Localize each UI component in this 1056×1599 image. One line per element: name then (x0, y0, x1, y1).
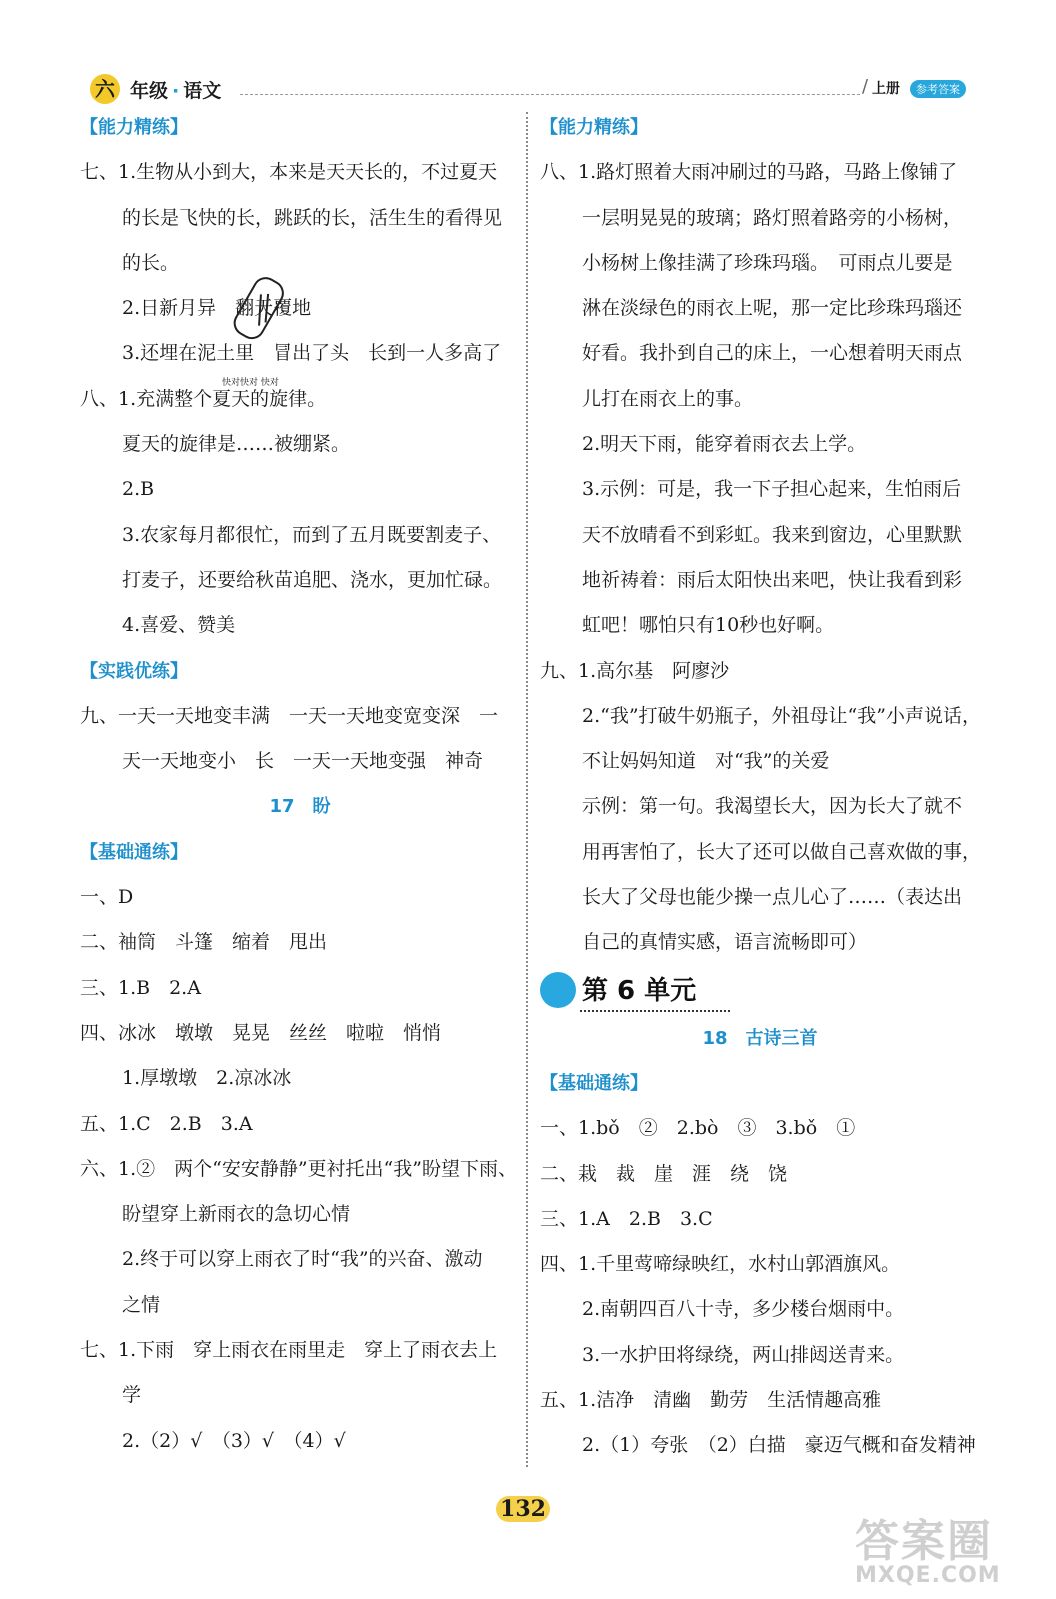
lesson-title: 17 盼 (269, 796, 331, 818)
answer-line: 学 (122, 1384, 142, 1407)
answer-line: 天一天地变小 长 一天一天地变强 神奇 (122, 750, 484, 773)
subject-label: 语文 (183, 80, 222, 102)
answer-line: 4.喜爱、赞美 (122, 614, 236, 637)
grade-subject (130, 76, 221, 103)
answer-line: 二、栽 裁 崖 涯 绕 饶 (540, 1162, 788, 1185)
answer-line: 1.厚墩墩 2.凉冰冰 (122, 1067, 292, 1090)
answer-line: 九、一天一天地变丰满 一天一天地变宽变深 一 (80, 704, 499, 727)
answer-line: 自己的真情实感，语言流畅即可） (582, 931, 868, 954)
page-header (80, 72, 980, 106)
answer-line: 四、冰冰 墩墩 晃晃 丝丝 啦啦 悄悄 (80, 1021, 442, 1044)
answer-line: 七、1.生物从小到大，本来是天天长的，不过夏天 (80, 161, 498, 184)
answer-line: 2.（1）夸张 （2）白描 豪迈气概和奋发精神 (582, 1434, 976, 1457)
unit-heading (540, 966, 980, 1016)
answer-line: 三、1.A 2.B 3.C (540, 1207, 713, 1230)
answer-line: 的长。 (122, 251, 180, 274)
stamp-text: 快对快对 快对 (222, 378, 279, 388)
answer-line: 小杨树上像挂满了珍珠玛瑙。 可雨点儿要是 (582, 251, 953, 274)
answer-line: 用再害怕了，长大了还可以做自己喜欢做的事， (582, 840, 982, 863)
answer-line: 好看。我扑到自己的床上，一心想着明天雨点 (582, 342, 963, 365)
header-slash-icon: / (862, 76, 869, 97)
grade-suffix: 年级 (130, 80, 169, 102)
answer-line: 之情 (122, 1293, 161, 1316)
answer-line: 示例：第一句。我渴望长大，因为长大了就不 (582, 795, 963, 818)
lesson-title: 18 古诗三首 (702, 1027, 818, 1049)
answer-line: 四、1.千里莺啼绿映红，水村山郭酒旗风。 (540, 1253, 901, 1276)
answer-line: 3.示例：可是，我一下子担心起来，生怕雨后 (582, 478, 962, 501)
header-rule (240, 94, 860, 95)
watermark-url: MXQE.COM (855, 1563, 1001, 1588)
answer-line: 地祈祷着：雨后太阳快出来吧，快让我看到彩 (582, 568, 963, 591)
answer-line: 2.南朝四百八十寺，多少楼台烟雨中。 (582, 1298, 905, 1321)
answer-line: 夏天的旋律是……被绷紧。 (122, 433, 351, 456)
answer-line: 三、1.B 2.A (80, 976, 201, 999)
page-number: 132 (488, 1492, 558, 1526)
answer-line: 淋在淡绿色的雨衣上呢，那一定比珍珠玛瑙还 (582, 297, 963, 320)
answer-line: 七、1.下雨 穿上雨衣在雨里走 穿上了雨衣去上 (80, 1339, 498, 1362)
volume-label: 上册 (872, 81, 900, 97)
answer-line: 2.B (122, 478, 155, 501)
unit-title: 第 6 单元 (582, 975, 697, 1006)
section-heading: 【能力精练】 (540, 117, 648, 138)
answer-line: 六、1.② 两个“安安静静”更衬托出“我”盼望下雨、 (80, 1157, 517, 1180)
section-heading: 【基础通练】 (80, 841, 188, 863)
answer-line: 一、D (80, 886, 134, 909)
answer-line: 2.终于可以穿上雨衣了时“我”的兴奋、激动 (122, 1248, 483, 1271)
left-column (80, 105, 520, 1464)
answer-line: 八、1.充满整个夏天的旋律。 (80, 387, 327, 410)
answer-line: 打麦子，还要给秋苗追肥、浇水，更加忙碌。 (122, 568, 503, 591)
section-heading: 【基础通练】 (540, 1072, 648, 1094)
answer-line: 天不放晴看不到彩虹。我来到窗边，心里默默 (582, 523, 963, 546)
answer-line: 2.“我”打破牛奶瓶子，外祖母让“我”小声说话， (582, 704, 981, 727)
unit-underline (580, 1010, 730, 1012)
watermark-logo (855, 1505, 1001, 1588)
pen-stamp-icon (225, 270, 295, 350)
answer-line: 九、1.高尔基 阿廖沙 (540, 659, 730, 682)
answer-line: 一层明晃晃的玻璃；路灯照着路旁的小杨树， (582, 206, 963, 229)
answer-line: 五、1.C 2.B 3.A (80, 1112, 253, 1135)
answer-line: 虹吧！哪怕只有10秒也好啊。 (582, 614, 835, 637)
answer-line: 二、袖筒 斗篷 缩着 甩出 (80, 931, 328, 954)
right-column-bottom (540, 1016, 980, 1469)
answer-line: 八、1.路灯照着大雨冲刷过的马路，马路上像铺了 (540, 161, 958, 184)
right-column-top (540, 105, 980, 966)
answer-line: 3.一水护田将绿绕，两山排闼送青来。 (582, 1343, 905, 1366)
answer-line: 2.日新月异 翻天覆地 (122, 297, 312, 320)
answer-line: 一、1.bǒ ② 2.bò ③ 3.bǒ ① (540, 1117, 856, 1140)
answer-line: 的长是飞快的长，跳跃的长，活生生的看得见 (122, 206, 503, 229)
answer-line: 3.还埋在泥土里 冒出了头 长到一人多高了 (122, 342, 502, 365)
answer-line: 五、1.洁净 清幽 勤劳 生活情趣高雅 (540, 1389, 882, 1412)
answer-line: 3.农家每月都很忙，而到了五月既要割麦子、 (122, 523, 502, 546)
section-heading: 【能力精练】 (80, 117, 188, 138)
answer-line: 2.明天下雨，能穿着雨衣去上学。 (582, 433, 867, 456)
answer-line: 2.（2）√ （3）√ （4）√ (122, 1429, 346, 1452)
watermark-text: 答案圈 (855, 1516, 993, 1567)
section-heading: 【实践优练】 (80, 660, 188, 682)
column-divider (526, 112, 528, 1467)
grade-badge: 六 (90, 74, 120, 104)
right-column (540, 105, 980, 1469)
answer-line: 盼望穿上新雨衣的急切心情 (122, 1203, 351, 1226)
unit-circle-icon (540, 972, 576, 1008)
answer-tag: 参考答案 (910, 80, 966, 98)
separator-dot: · (172, 80, 180, 102)
answer-line: 儿打在雨衣上的事。 (582, 387, 754, 410)
answer-line: 不让妈妈知道 对“我”的关爱 (582, 750, 830, 773)
answer-line: 长大了父母也能少操一点儿心了……（表达出 (582, 886, 963, 909)
